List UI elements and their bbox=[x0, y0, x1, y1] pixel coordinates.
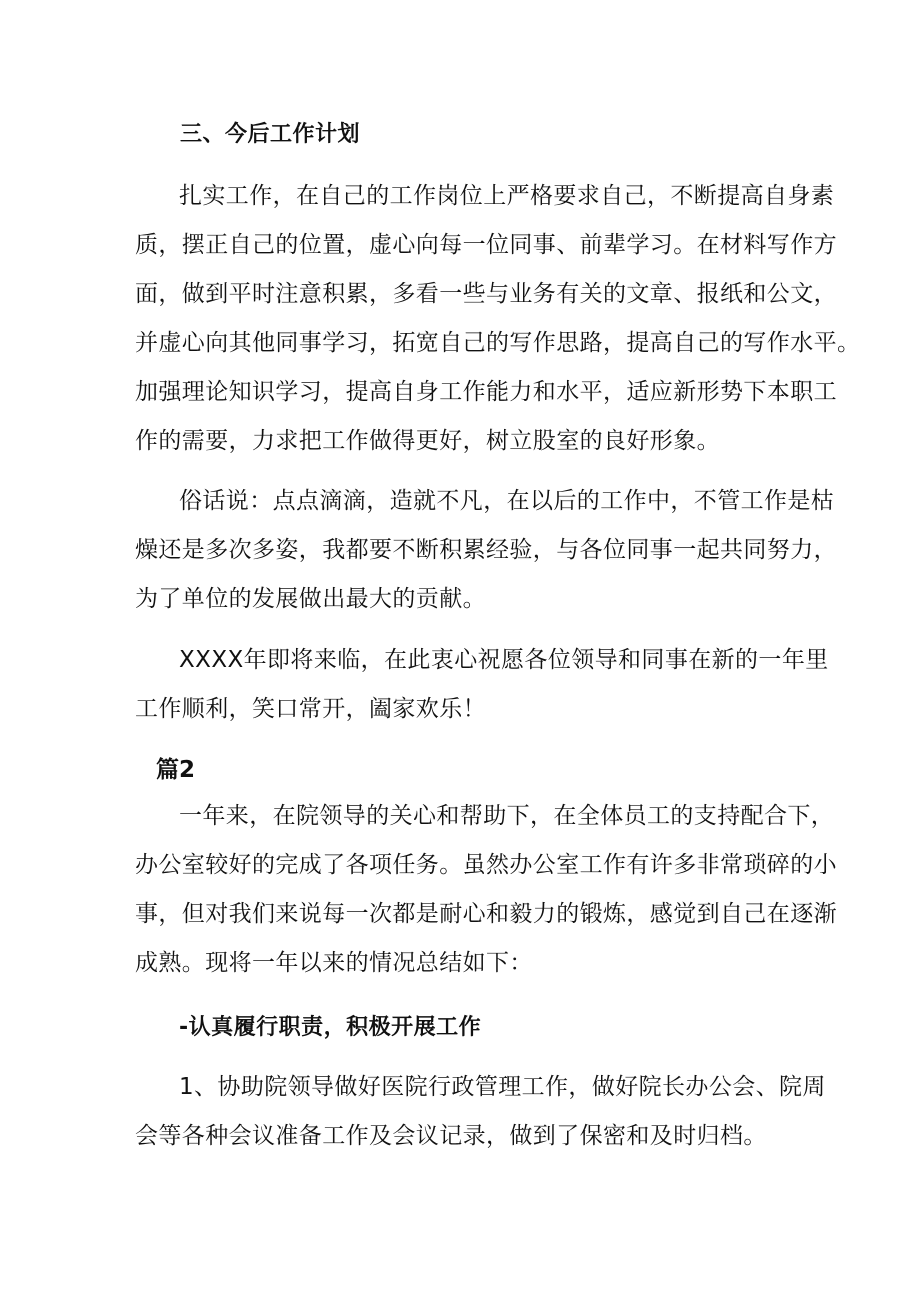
paragraph-line: 燥还是多次多姿，我都要不断积累经验，与各位同事一起共同努力， bbox=[135, 537, 837, 563]
paragraph-line: 成熟。现将一年以来的情况总结如下： bbox=[135, 950, 533, 976]
paragraph-plan bbox=[135, 172, 860, 466]
section-heading: 三、今后工作计划 bbox=[180, 122, 361, 147]
paragraph-line: 为了单位的发展做出最大的贡献。 bbox=[135, 586, 486, 612]
paragraph-line: 会等各种会议准备工作及会议记录，做到了保密和及时归档。 bbox=[135, 1123, 767, 1149]
paragraph-line: XXXX年即将来临，在此衷心祝愿各位领导和同事在新的一年里 bbox=[179, 647, 829, 673]
paragraph-line: 面，做到平时注意积累，多看一些与业务有关的文章、报纸和公文， bbox=[135, 281, 837, 307]
chapter-title: 篇2 bbox=[156, 757, 196, 783]
paragraph-line: 加强理论知识学习，提高自身工作能力和水平，适应新形势下本职工 bbox=[135, 379, 837, 405]
paragraph-line: 并虚心向其他同事学习，拓宽自己的写作思路，提高自己的写作水平。 bbox=[135, 330, 861, 356]
paragraph-line: 一年来，在院领导的关心和帮助下，在全体员工的支持配合下， bbox=[179, 803, 835, 829]
paragraph-line: 扎实工作，在自己的工作岗位上严格要求自己，不断提高自身素 bbox=[179, 183, 835, 209]
paragraph-line: 办公室较好的完成了各项任务。虽然办公室工作有许多非常琐碎的小 bbox=[135, 852, 837, 878]
paragraph-line: 工作顺利，笑口常开，阖家欢乐！ bbox=[135, 696, 486, 722]
subheading: -认真履行职责，积极开展工作 bbox=[179, 1015, 482, 1040]
paragraph-line: 作的需要，力求把工作做得更好，树立股室的良好形象。 bbox=[135, 428, 720, 454]
paragraph-proverb bbox=[135, 477, 837, 624]
paragraph-line: 1、协助院领导做好医院行政管理工作，做好院长办公会、院周 bbox=[179, 1074, 826, 1100]
paragraph-line: 俗话说：点点滴滴，造就不凡，在以后的工作中，不管工作是枯 bbox=[179, 488, 835, 514]
paragraph-item-1 bbox=[135, 1063, 826, 1161]
paragraph-wishes bbox=[135, 636, 829, 734]
paragraph-line: 事，但对我们来说每一次都是耐心和毅力的锻炼，感觉到自己在逐渐 bbox=[135, 901, 837, 927]
paragraph-line: 质，摆正自己的位置，虚心向每一位同事、前辈学习。在材料写作方 bbox=[135, 232, 837, 258]
paragraph-intro bbox=[135, 792, 837, 988]
